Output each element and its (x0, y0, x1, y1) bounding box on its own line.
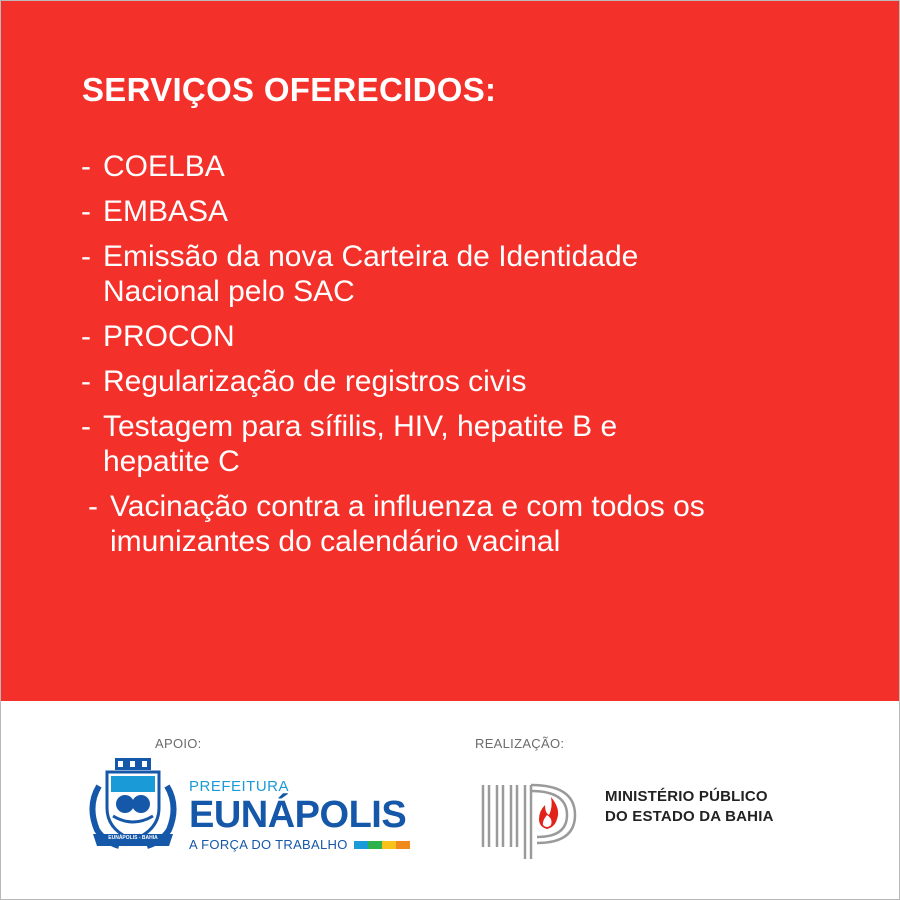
service-item: - Vacinação contra a influenza e com todos os imunizantes do calendário vacinal (88, 490, 705, 558)
services-title: SERVIÇOS OFERECIDOS: (82, 71, 497, 108)
service-item: - Regularização de registros civis (81, 365, 527, 398)
sponsors-footer (1, 701, 899, 899)
prefeitura-city-name: EUNÁPOLIS (189, 794, 407, 836)
ministerio-publico-name: MINISTÉRIO PÚBLICO DO ESTADO DA BAHIA (605, 788, 774, 825)
service-item: - EMBASA (81, 195, 229, 228)
services-panel (1, 1, 899, 701)
prefeitura-logo (189, 779, 410, 852)
realizacao-label: REALIZAÇÃO: (475, 736, 565, 751)
ministerio-publico-logo-icon (479, 771, 579, 859)
service-item: - Emissão da nova Carteira de Identidade Nacional pelo SAC (81, 240, 639, 308)
prefeitura-slogan: A FORÇA DO TRABALHO (189, 837, 348, 852)
crest-ribbon-text: EUNÁPOLIS - BAHIA (108, 835, 158, 841)
color-stripe (354, 841, 410, 849)
services-list (81, 149, 841, 569)
service-item: - COELBA (81, 150, 225, 183)
prefeitura-small-text: PREFEITURA (189, 778, 290, 795)
apoio-label: APOIO: (155, 736, 202, 751)
service-item: - PROCON (81, 320, 235, 353)
service-item: - Testagem para sífilis, HIV, hepatite B e hepatite C (81, 410, 618, 478)
